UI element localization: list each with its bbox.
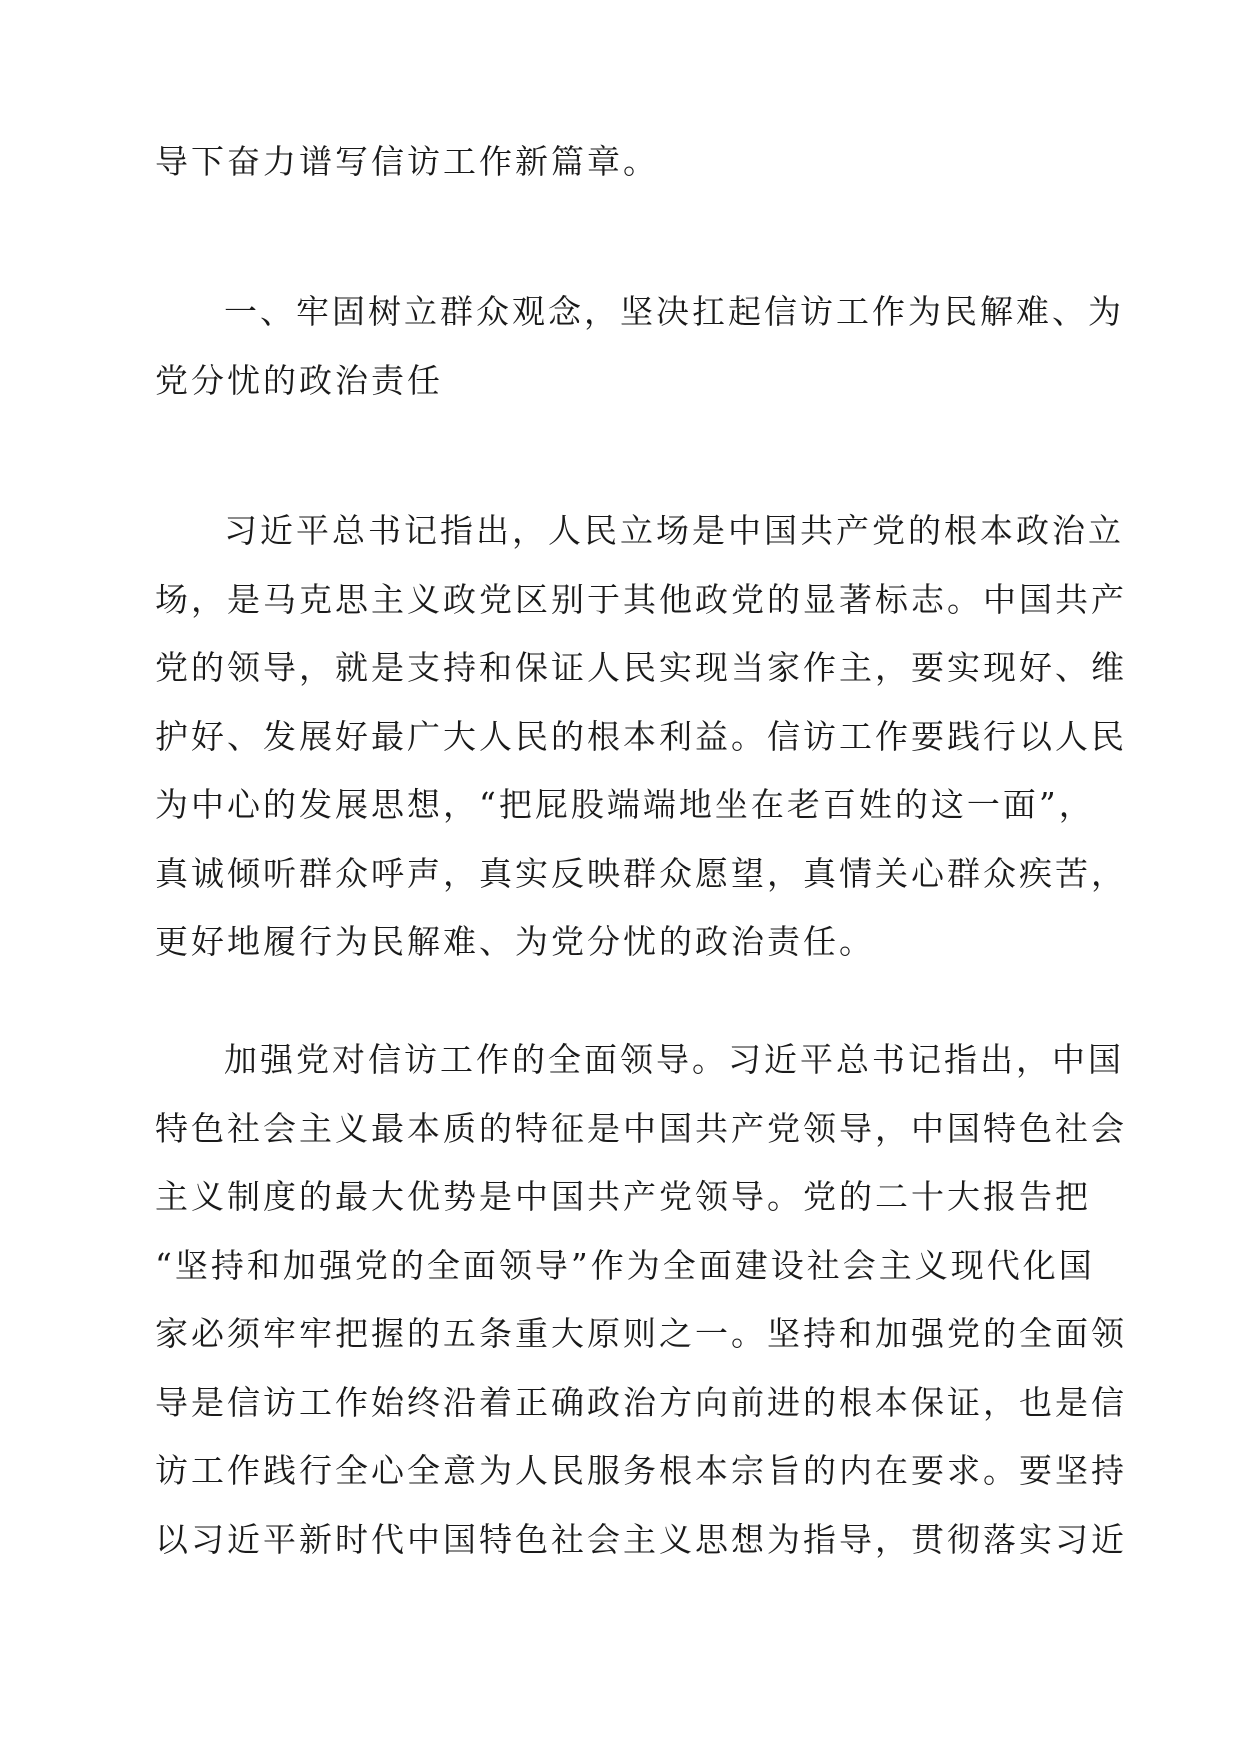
text-line: 习近平总书记指出，人民立场是中国共产党的根本政治立 [224,511,1124,550]
text-line: 导下奋力谱写信访工作新篇章。 [155,142,659,181]
text-line: 党分忧的政治责任 [155,360,443,400]
text-line: 加强党对信访工作的全面领导。习近平总书记指出，中国 [224,1040,1124,1079]
text-line: 导是信访工作始终沿着正确政治方向前进的根本保证，也是信 [155,1382,1127,1422]
text-line: 家必须牢牢把握的五条重大原则之一。坚持和加强党的全面领 [155,1314,1127,1353]
text-line: 真诚倾听群众呼声，真实反映群众愿望，真情关心群众疾苦， [155,853,1127,893]
text-line: 场，是马克思主义政党区别于其他政党的显著标志。中国共产 [155,579,1127,619]
text-line: 特色社会主义最本质的特征是中国共产党领导，中国特色社会 [155,1108,1127,1148]
text-line: 护好、发展好最广大人民的根本利益。信访工作要践行以人民 [155,716,1127,756]
section-heading [155,278,1124,415]
paragraph-continuation [155,128,1085,197]
text-line: 访工作践行全心全意为人民服务根本宗旨的内在要求。要坚持 [155,1451,1127,1490]
text-line: 主义制度的最大优势是中国共产党领导。党的二十大报告把 [155,1177,1091,1216]
text-line: “坚持和加强党的全面领导”作为全面建设社会主义现代化国 [155,1245,1095,1285]
text-line: 以习近平新时代中国特色社会主义思想为指导，贯彻落实习近 [155,1519,1127,1559]
paragraph [155,497,1127,977]
text-line: 一、牢固树立群众观念，坚决扛起信访工作为民解难、为 [224,292,1124,331]
text-line: 为中心的发展思想，“把屁股端端地坐在老百姓的这一面”， [155,785,1095,824]
text-line: 更好地履行为民解难、为党分忧的政治责任。 [155,922,875,961]
text-line: 党的领导，就是支持和保证人民实现当家作主，要实现好、维 [155,648,1127,687]
paragraph [155,1026,1127,1574]
